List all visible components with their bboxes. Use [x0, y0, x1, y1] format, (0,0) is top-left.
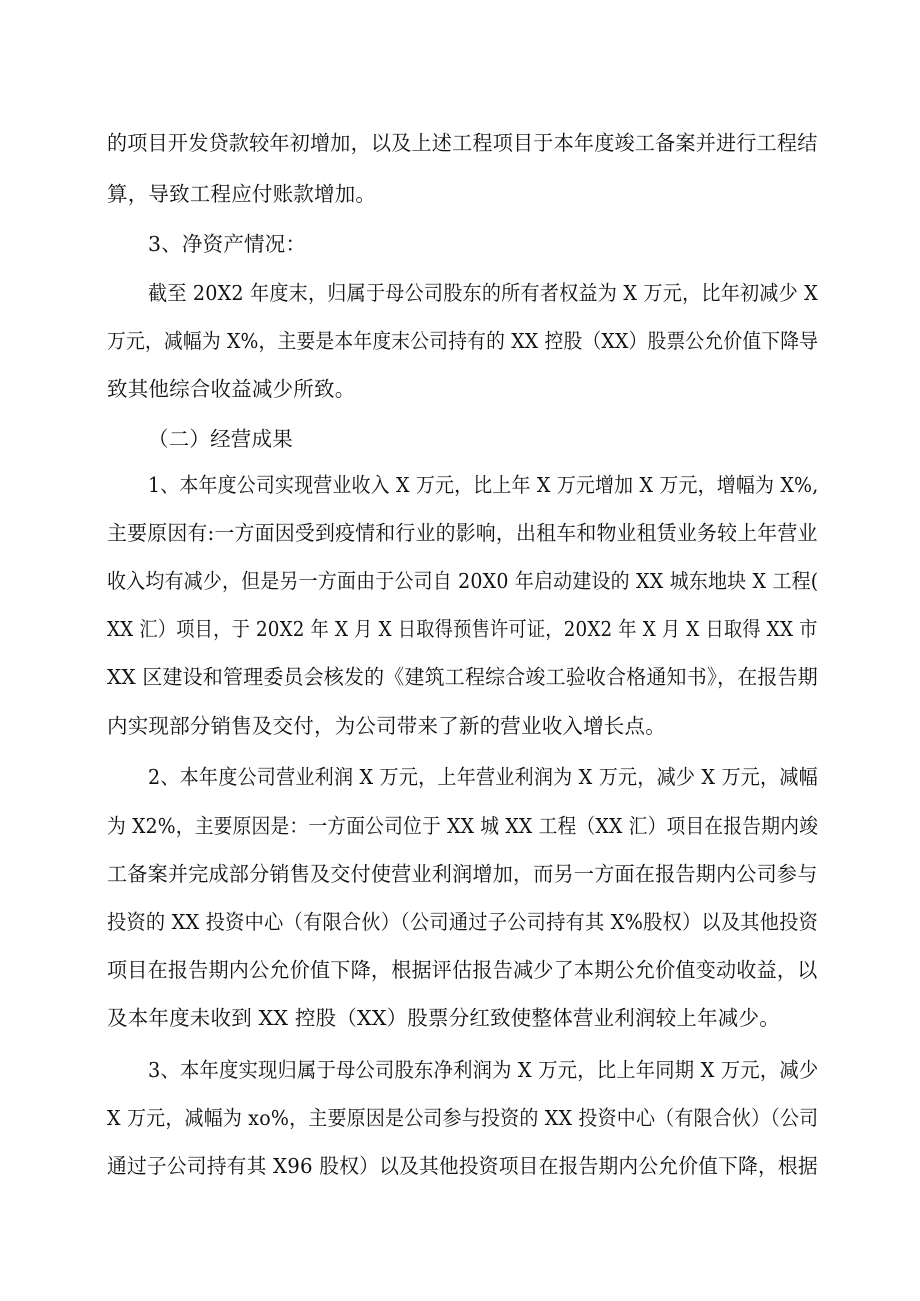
- text-line: 通过子公司持有其 X96 股权）以及其他投资项目在报告期内公允价值下降，根据: [107, 1154, 818, 1178]
- text-line: 1、本年度公司实现营业收入 X 万元，比上年 X 万元增加 X 万元，增幅为 X%,: [148, 473, 819, 497]
- text-line: XX 区建设和管理委员会核发的《建筑工程综合竣工验收合格通知书》，在报告期: [107, 665, 818, 689]
- text-line: 收入均有减少，但是另一方面由于公司自 20X0 年启动建设的 XX 城东地块 X 工程(: [107, 569, 819, 593]
- text-line: 2、本年度公司营业利润 X 万元，上年营业利润为 X 万元，减少 X 万元，减幅: [148, 765, 818, 789]
- text-line: 算，导致工程应付账款增加。: [107, 182, 377, 206]
- text-line: 项目在报告期内公允价值下降，根据评估报告减少了本期公允价值变动收益，以: [107, 958, 818, 982]
- text-line: 为 X2%，主要原因是：一方面公司位于 XX 城 XX 工程（XX 汇）项目在报告期内竣: [107, 814, 819, 838]
- text-line: 致其他综合收益减少所致。: [107, 377, 356, 401]
- text-line: 主要原因有:一方面因受到疫情和行业的影响，出租车和物业租赁业务较上年营业: [107, 521, 818, 545]
- section-heading: 3、净资产情况：: [148, 232, 307, 256]
- text-line: 万元，减幅为 X%，主要是本年度末公司持有的 XX 控股（XX）股票公允价值下降导: [107, 329, 819, 353]
- text-line: 3、本年度实现归属于母公司股东净利润为 X 万元，比上年同期 X 万元，减少: [148, 1058, 819, 1082]
- text-line: 的项目开发贷款较年初增加，以及上述工程项目于本年度竣工备案并进行工程结: [107, 131, 818, 155]
- text-line: 及本年度未收到 XX 控股（XX）股票分红致使整体营业利润较上年减少。: [107, 1006, 780, 1030]
- text-line: 投资的 XX 投资中心（有限合伙）（公司通过子公司持有其 X%股权）以及其他投资: [107, 910, 819, 934]
- text-line: XX 汇）项目，于 20X2 年 X 月 X 日取得预售许可证，20X2 年 X 月 X 日取得 XX 市: [107, 617, 818, 641]
- text-line: X 万元，减幅为 xo%，主要原因是公司参与投资的 XX 投资中心（有限合伙）（公司: [107, 1106, 819, 1130]
- section-heading: （二）经营成果: [148, 427, 293, 451]
- text-line: 内实现部分销售及交付，为公司带来了新的营业收入增长点。: [107, 714, 666, 738]
- text-line: 工备案并完成部分销售及交付使营业利润增加，而另一方面在报告期内公司参与: [107, 862, 818, 886]
- text-line: 截至 20X2 年度末，归属于母公司股东的所有者权益为 X 万元，比年初减少 X: [148, 281, 818, 305]
